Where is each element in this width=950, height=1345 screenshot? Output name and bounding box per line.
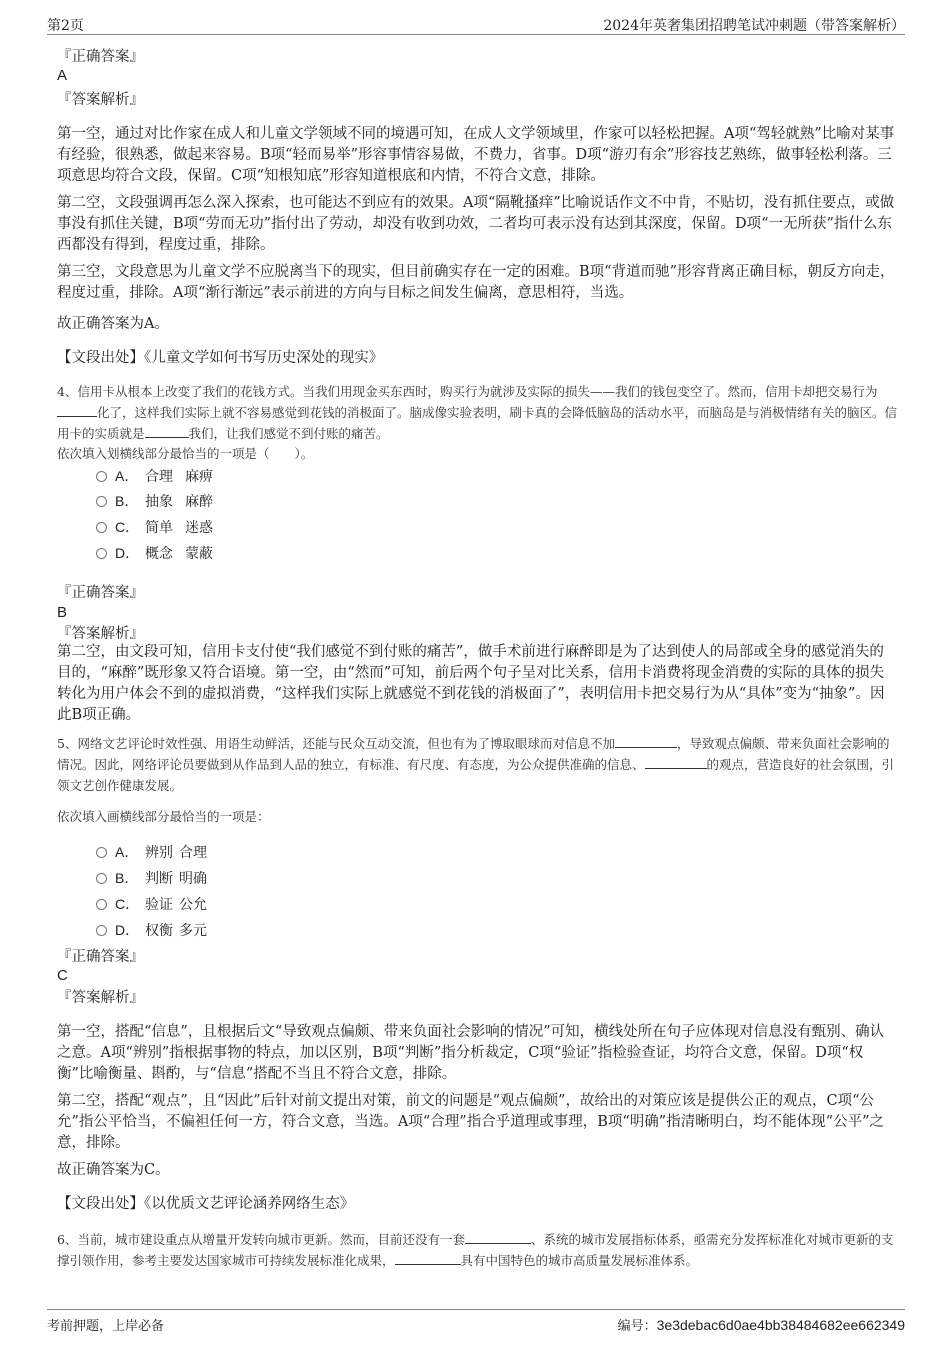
q5-conclusion: 故正确答案为C。 — [57, 1162, 170, 1178]
analysis-label: 『答案解析』 — [57, 990, 144, 1006]
q3-source — [57, 348, 897, 369]
source-title: 《以优质文艺评论涵养网络生态》 — [144, 1196, 355, 1212]
q5-analysis-2: 第二空，搭配“观点”，且“因此”后针对前文提出对策，前文的问题是“观点偏颇”，故给出的对策应该是提供公正的观点，C项“公允”指公平恰当，不偏袒任何一方，符合文意，当选。A项“合理”指合乎道理或事理，B项“明确”指清晰明白，均不能体现“公平”之意，排除。 — [57, 1093, 885, 1151]
q4-option-c[interactable]: C． 简单 迷惑 — [96, 517, 213, 538]
radio-icon[interactable] — [96, 925, 107, 936]
q3-analysis-3: 第三空，文段意思为儿童文学不应脱离当下的现实，但目前确实存在一定的困难。B项“背道而驰”形容背离正确目标，朝反方向走，程度过重，排除。A项“渐行渐远”表示前进的方向与目标之间发生偏离，意思相符，当选。 — [57, 264, 895, 301]
q5-stem-a: 5、网络文艺评论时效性强、用语生动鲜活，还能与民众互动交流，但也有为了博取眼球而对信息不加 — [57, 736, 615, 751]
code-value: 3e3debac6d0ae4bb38484682ee662349 — [656, 1317, 905, 1333]
page-footer — [47, 1309, 905, 1332]
radio-icon[interactable] — [96, 471, 107, 482]
radio-icon[interactable] — [96, 847, 107, 858]
q5-option-b[interactable]: B． 判断 明确 — [96, 868, 207, 889]
blank — [465, 1231, 531, 1244]
radio-icon[interactable] — [96, 873, 107, 884]
q5-source — [57, 1194, 897, 1215]
q3-analysis-1: 第一空，通过对比作家在成人和儿童文学领域不同的境遇可知，在成人文学领域里，作家可以轻松把握。A项“驾轻就熟”比喻对某事有经验，很熟悉，做起来容易。B项“轻而易举”形容事情容易做，不费力，省事。D项“游刃有余”形容技艺熟练，做事轻松利落。三项意思均符合文段，保留。C项“知根知底”形容知道根底和内情，不符合文意，排除。 — [57, 126, 895, 184]
q5-stem — [57, 733, 897, 796]
radio-icon[interactable] — [96, 548, 107, 559]
radio-icon[interactable] — [96, 899, 107, 910]
q3-answer: A — [57, 67, 68, 84]
code-label: 编号： — [617, 1319, 657, 1334]
radio-icon[interactable] — [96, 496, 107, 507]
q6-stem-b: 、系统的城市发展指标体系，亟需充分发挥标准化对城市更新的支撑引领作用，参考主要发达国家城市可持续发展标准化成果， — [57, 1232, 894, 1268]
blank — [615, 735, 677, 748]
blank — [57, 404, 97, 417]
q6-stem-a: 6、当前，城市建设重点从增量开发转向城市更新。然而，目前还没有一套 — [57, 1232, 465, 1247]
q4-option-a[interactable]: A． 合理 麻痹 — [96, 466, 213, 487]
q5-stem-c: 的观点，营造良好的社会氛围，引领文艺创作健康发展。 — [57, 757, 895, 793]
radio-icon[interactable] — [96, 522, 107, 533]
q6-stem-c: 具有中国特色的城市高质量发展标准体系。 — [460, 1253, 699, 1268]
analysis-label: 『答案解析』 — [57, 626, 144, 642]
q5-analysis-1: 第一空，搭配“信息”，且根据后文“导致观点偏颇、带来负面社会影响的情况”可知，横线处所在句子应体现对信息没有甄别、确认之意。A项“辨别”指根据事物的特点，加以区别，B项“判断”指分析裁定，C项“验证”指检验查证，均符合文意，保留。D项“权衡”比喻衡量、斟酌，与“信息”搭配不当且不符合文意，排除。 — [57, 1024, 885, 1082]
blank — [645, 756, 707, 769]
blank — [395, 1252, 461, 1265]
q4-option-d[interactable]: D． 概念 蒙蔽 — [96, 543, 213, 564]
q4-stem-c: 我们，让我们感觉不到付账的痛苦。 — [188, 426, 389, 441]
source-label: 【文段出处】 — [57, 1196, 144, 1212]
analysis-label: 『答案解析』 — [57, 92, 144, 108]
answer-label: 『正确答案』 — [57, 585, 144, 601]
q5-answer: C — [57, 967, 68, 984]
page-header — [47, 14, 905, 35]
document-title: 2024年英奢集团招聘笔试冲刺题（带答案解析） — [603, 18, 905, 34]
q3-analysis-2: 第二空，文段强调再怎么深入探索，也可能达不到应有的效果。A项“隔靴搔痒”比喻说话作文不中肯，不贴切，没有抓住要点，或做事没有抓住关键，B项“劳而无功”指付出了劳动，却没有收到功效，二者均可表示没有达到其深度，保留。D项“一无所获”指什么东西都没有得到，程度过重，排除。 — [57, 195, 895, 253]
answer-label: 『正确答案』 — [57, 949, 144, 965]
source-label: 【文段出处】 — [57, 350, 144, 366]
page-number: 第2页 — [47, 18, 84, 34]
q4-answer: B — [57, 604, 68, 621]
answer-label: 『正确答案』 — [57, 49, 144, 65]
source-title: 《儿童文学如何书写历史深处的现实》 — [144, 350, 384, 366]
q5-prompt: 依次填入画横线部分最恰当的一项是： — [57, 809, 270, 824]
q4-stem-b: 化了，这样我们实际上就不容易感觉到花钱的消极面了。脑成像实验表明，刷卡真的会降低脑岛的活动水平，而脑岛是与消极情绪有关的脑区。信用卡的实质就是 — [57, 405, 898, 441]
q4-analysis: 第二空，由文段可知，信用卡支付使“我们感觉不到付账的痛苦”，做手术前进行麻醉即是为了达到使人的局部或全身的感觉消失的目的，“麻醉”既形象又符合语境。第一空，由“然而”可知，前后两个句子呈对比关系，信用卡消费将现金消费的实际的具体的损失转化为用户体会不到的虚拟消费，“这样我们实际上就感觉不到花钱的消极面了”，表明信用卡把交易行为从“具体”变为“抽象”。因此B项正确。 — [57, 644, 885, 723]
q4-prompt: 依次填入划横线部分最恰当的一项是（ ）。 — [57, 446, 314, 461]
q5-stem-b: ，导致观点偏颇、带来负面社会影响的情况。因此，网络评论员要做到从作品到人品的独立，有标准、有尺度、有态度，为公众提供准确的信息、 — [57, 736, 890, 772]
q5-option-d[interactable]: D． 权衡 多元 — [96, 920, 207, 941]
q3-conclusion: 故正确答案为A。 — [57, 316, 169, 332]
q6-stem — [57, 1229, 897, 1271]
q4-option-b[interactable]: B． 抽象 麻醉 — [96, 491, 213, 512]
blank — [145, 425, 189, 438]
footer-slogan: 考前押题，上岸必备 — [47, 1319, 165, 1334]
q5-option-c[interactable]: C． 验证 公允 — [96, 894, 207, 915]
q5-option-a[interactable]: A． 辨别 合理 — [96, 842, 207, 863]
q4-stem-a: 4、信用卡从根本上改变了我们的花钱方式。当我们用现金买东西时，购买行为就涉及实际的损失——我们的钱包变空了。然而，信用卡却把交易行为 — [57, 384, 878, 399]
document-code — [618, 1315, 905, 1334]
q4-stem — [57, 381, 897, 444]
